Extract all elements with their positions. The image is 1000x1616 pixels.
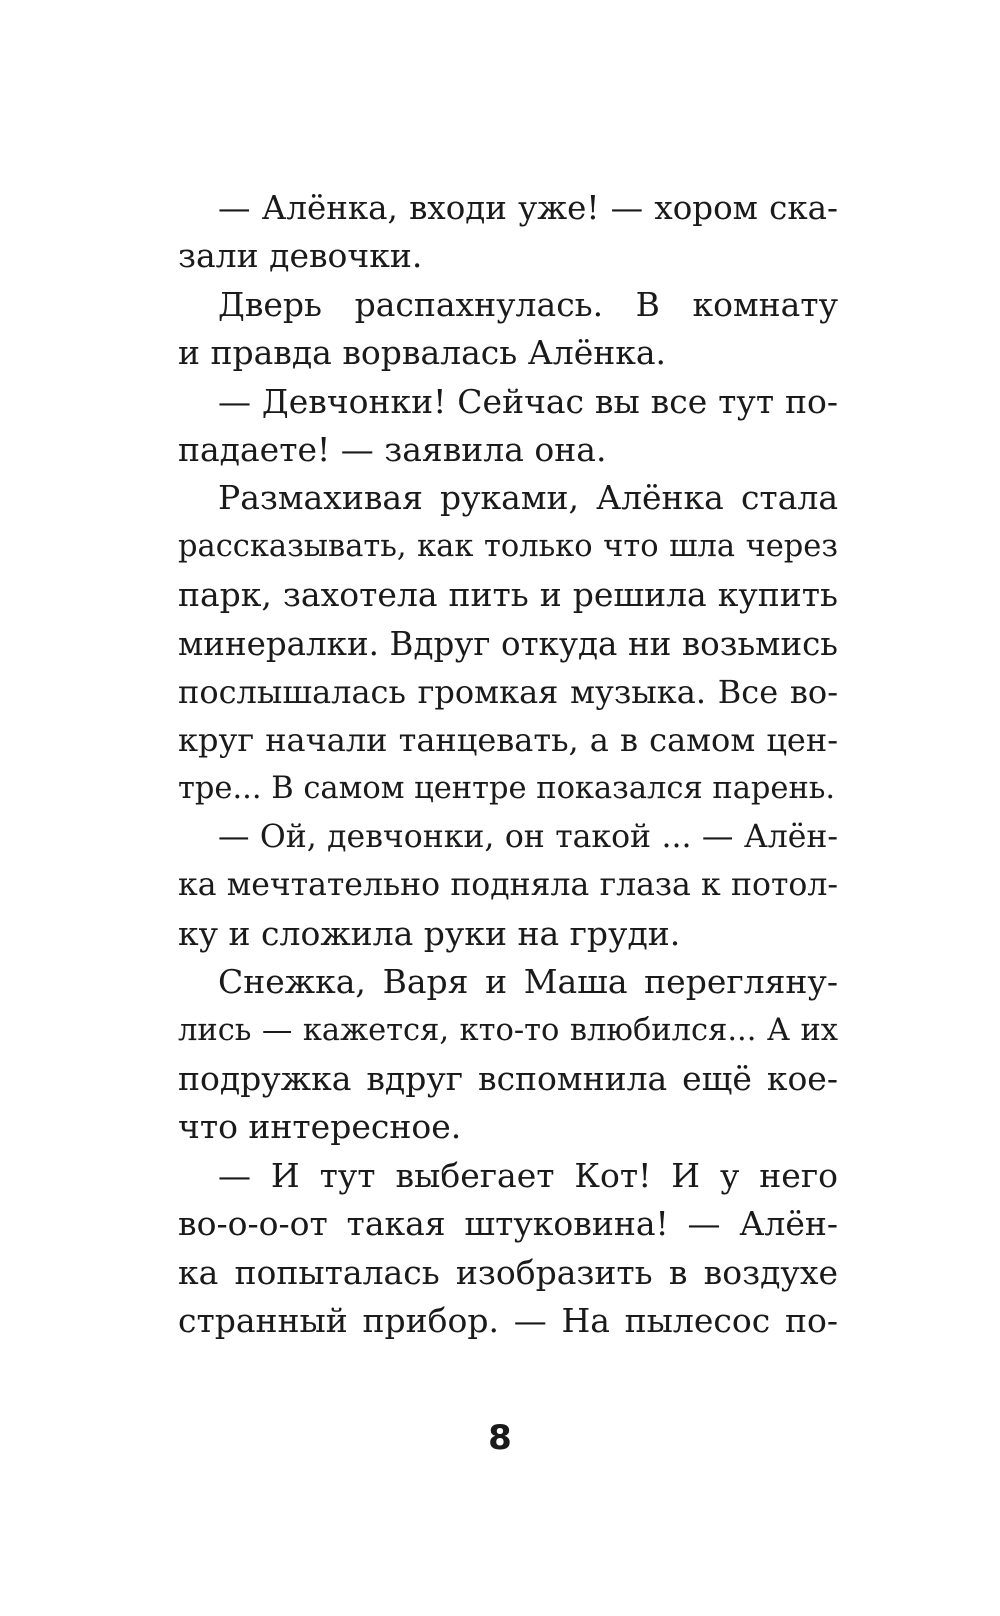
text-line: — И тут выбегает Кот! И у него <box>218 1155 838 1195</box>
text-line: странный прибор. — На пылесос по- <box>178 1300 838 1340</box>
text-line: падаете! — заявила она. <box>178 429 607 469</box>
text-line: — Девчонки! Сейчас вы все тут по- <box>218 381 838 421</box>
text-line: и правда ворвалась Алёнка. <box>178 333 667 373</box>
text-line: во-о-о-от такая штуковина! — Алён- <box>178 1204 838 1244</box>
text-line: что интересное. <box>178 1107 462 1147</box>
text-line: рассказывать, как только что шла через <box>178 528 838 564</box>
text-line: зали девочки. <box>178 236 423 276</box>
text-line: — Ой, девчонки, он такой ... — Алён- <box>218 819 838 856</box>
text-line: Снежка, Варя и Маша перегляну- <box>218 962 838 1002</box>
text-line: ка попыталась изобразить в воздухе <box>178 1252 838 1292</box>
text-line: круг начали танцевать, а в самом цен- <box>178 721 838 760</box>
text-line: лись — кажется, кто-то влюбился... А их <box>178 1012 838 1048</box>
body-text <box>178 184 838 1345</box>
page-number: 8 <box>488 1418 512 1458</box>
text-line: ка мечтательно подняла глаза к потол- <box>178 867 838 904</box>
text-line: подружка вдруг вспомнила ещё кое- <box>178 1059 838 1099</box>
text-line: Размахивая руками, Алёнка стала <box>218 478 838 518</box>
text-line: ку и сложила руки на груди. <box>178 913 681 953</box>
text-line: минералки. Вдруг откуда ни возьмись <box>178 624 838 663</box>
text-line: — Алёнка, входи уже! — хором ска- <box>218 189 838 227</box>
text-line: послышалась громкая музыка. Все во- <box>178 672 838 711</box>
text-line: тре... В самом центре показался парень. <box>178 770 836 806</box>
text-line: Дверь распахнулась. В комнату <box>218 284 838 324</box>
text-line: парк, захотела пить и решила купить <box>178 575 838 615</box>
